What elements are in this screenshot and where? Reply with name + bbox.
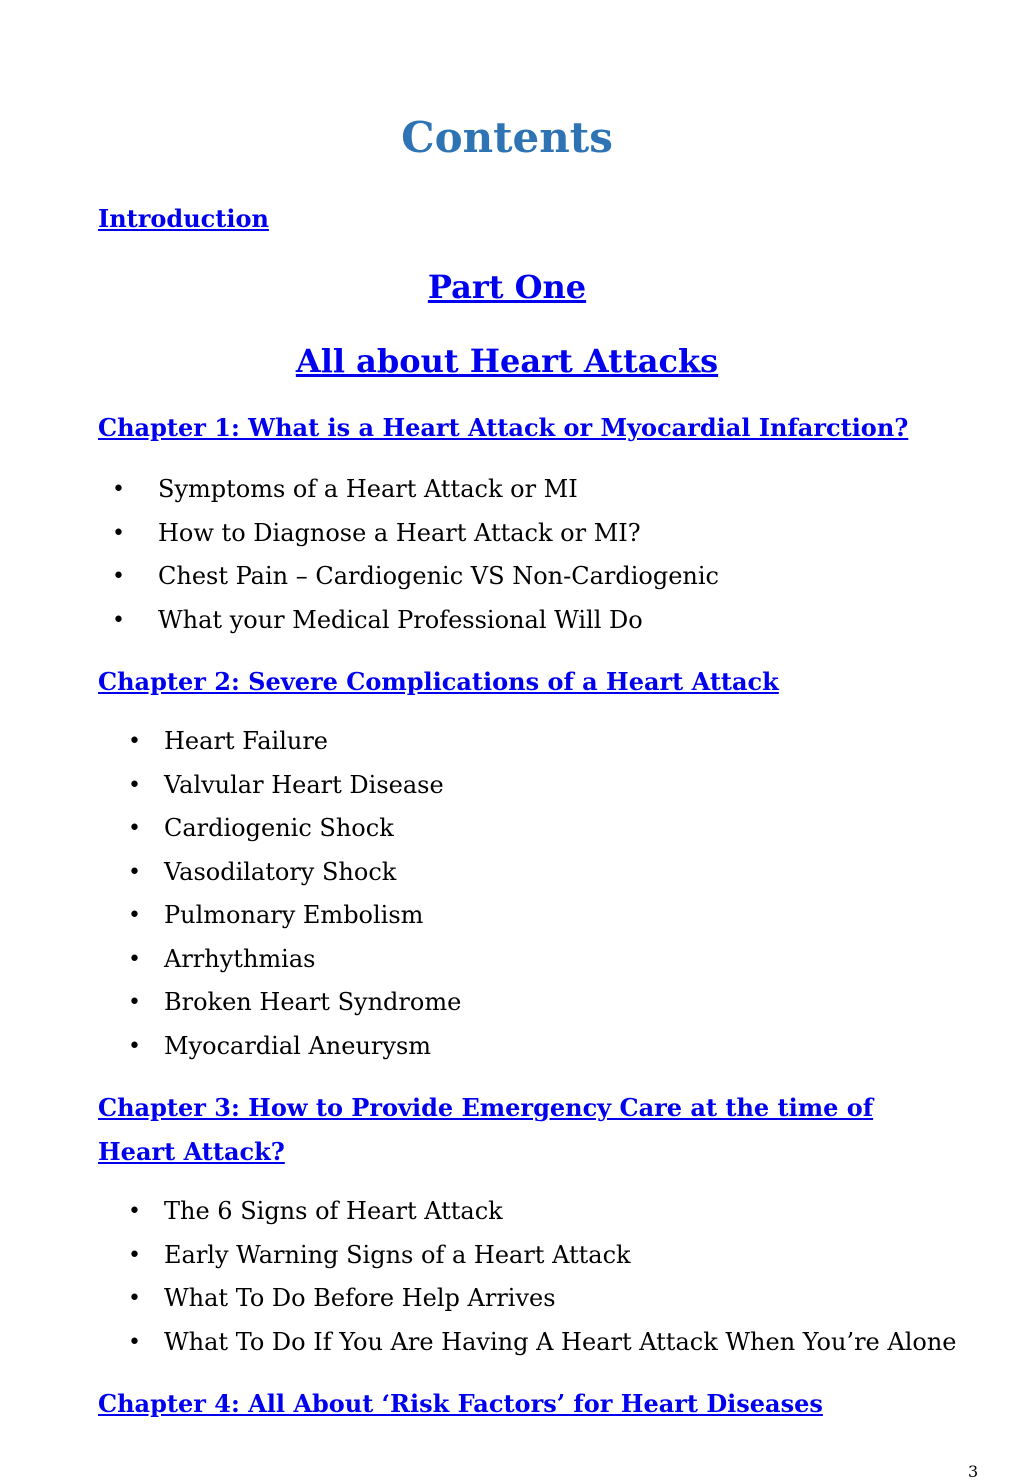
- toc-chapter-1: [98, 406, 938, 450]
- introduction-link[interactable]: Introduction: [98, 204, 269, 233]
- bullet-icon: •: [128, 1329, 141, 1355]
- bullet-icon: •: [128, 1199, 141, 1224]
- bullet-icon: •: [128, 1033, 141, 1059]
- chapter-1-link[interactable]: Chapter 1: What is a Heart Attack or Myocardial Infarction?: [98, 413, 909, 442]
- bullet-icon: •: [128, 859, 141, 885]
- toc-introduction: [98, 202, 269, 236]
- bullet-icon: •: [128, 903, 141, 928]
- toc-chapter-3: [98, 1086, 938, 1174]
- document-page: Contents Introduction Part One All about Heart Attacks Chapter 1: What is a Heart Attack or Myocardial Infarction? • Symptoms of a Heart Attack or MI • How to Diagnose a Heart Attack or MI? • Chest Pain – Cardiogenic VS Non-Cardiogenic • What your Medical Professional Will Do Chapter 2: Severe Complications of a Heart Attack • Heart Failure • Valvular Heart Disease • Cardiogenic Shock • Vasodilatory Shock • Pulmonary Embolism • Arrhythmias • Broken Heart Syndrome • Myocardial Aneurysm Chapter 3: How to Provide Emergency Care at the time of Heart Attack? • The 6 Signs of Heart Attack • Early Warning Signs of a Heart Attack • What To Do Before Help Arrives • What To Do If You Are Having A Heart Attack When You’re Alone Chapter 4: All About ‘Risk Factors’ for Heart Diseases 3: [0, 0, 1014, 1476]
- part-heading: [0, 266, 1014, 308]
- bullet-icon: •: [112, 564, 125, 589]
- bullet-icon: •: [128, 729, 141, 754]
- bullet-icon: •: [128, 816, 141, 841]
- bullet-icon: •: [112, 520, 125, 546]
- bullet-icon: •: [112, 607, 125, 633]
- chapter-2-link[interactable]: Chapter 2: Severe Complications of a Heart Attack: [98, 667, 779, 696]
- bullet-icon: •: [128, 946, 141, 972]
- bullet-icon: •: [128, 1286, 141, 1311]
- toc-chapter-4: [98, 1382, 938, 1426]
- part-one-link[interactable]: Part One: [427, 268, 587, 306]
- bullet-icon: •: [128, 772, 141, 798]
- part-subtitle-link[interactable]: All about Heart Attacks: [295, 342, 719, 380]
- chapter-3-link[interactable]: Chapter 3: How to Provide Emergency Care at the time of Heart Attack?: [98, 1093, 874, 1166]
- bullet-icon: •: [128, 1242, 141, 1268]
- chapter-4-link[interactable]: Chapter 4: All About ‘Risk Factors’ for Heart Diseases: [98, 1389, 823, 1418]
- page-title: Contents: [401, 113, 613, 162]
- page-number: 3: [968, 1462, 979, 1481]
- bullet-icon: •: [112, 477, 125, 502]
- part-subheading: [0, 340, 1014, 382]
- bullet-icon: •: [128, 990, 141, 1015]
- toc-chapter-2: [98, 660, 938, 704]
